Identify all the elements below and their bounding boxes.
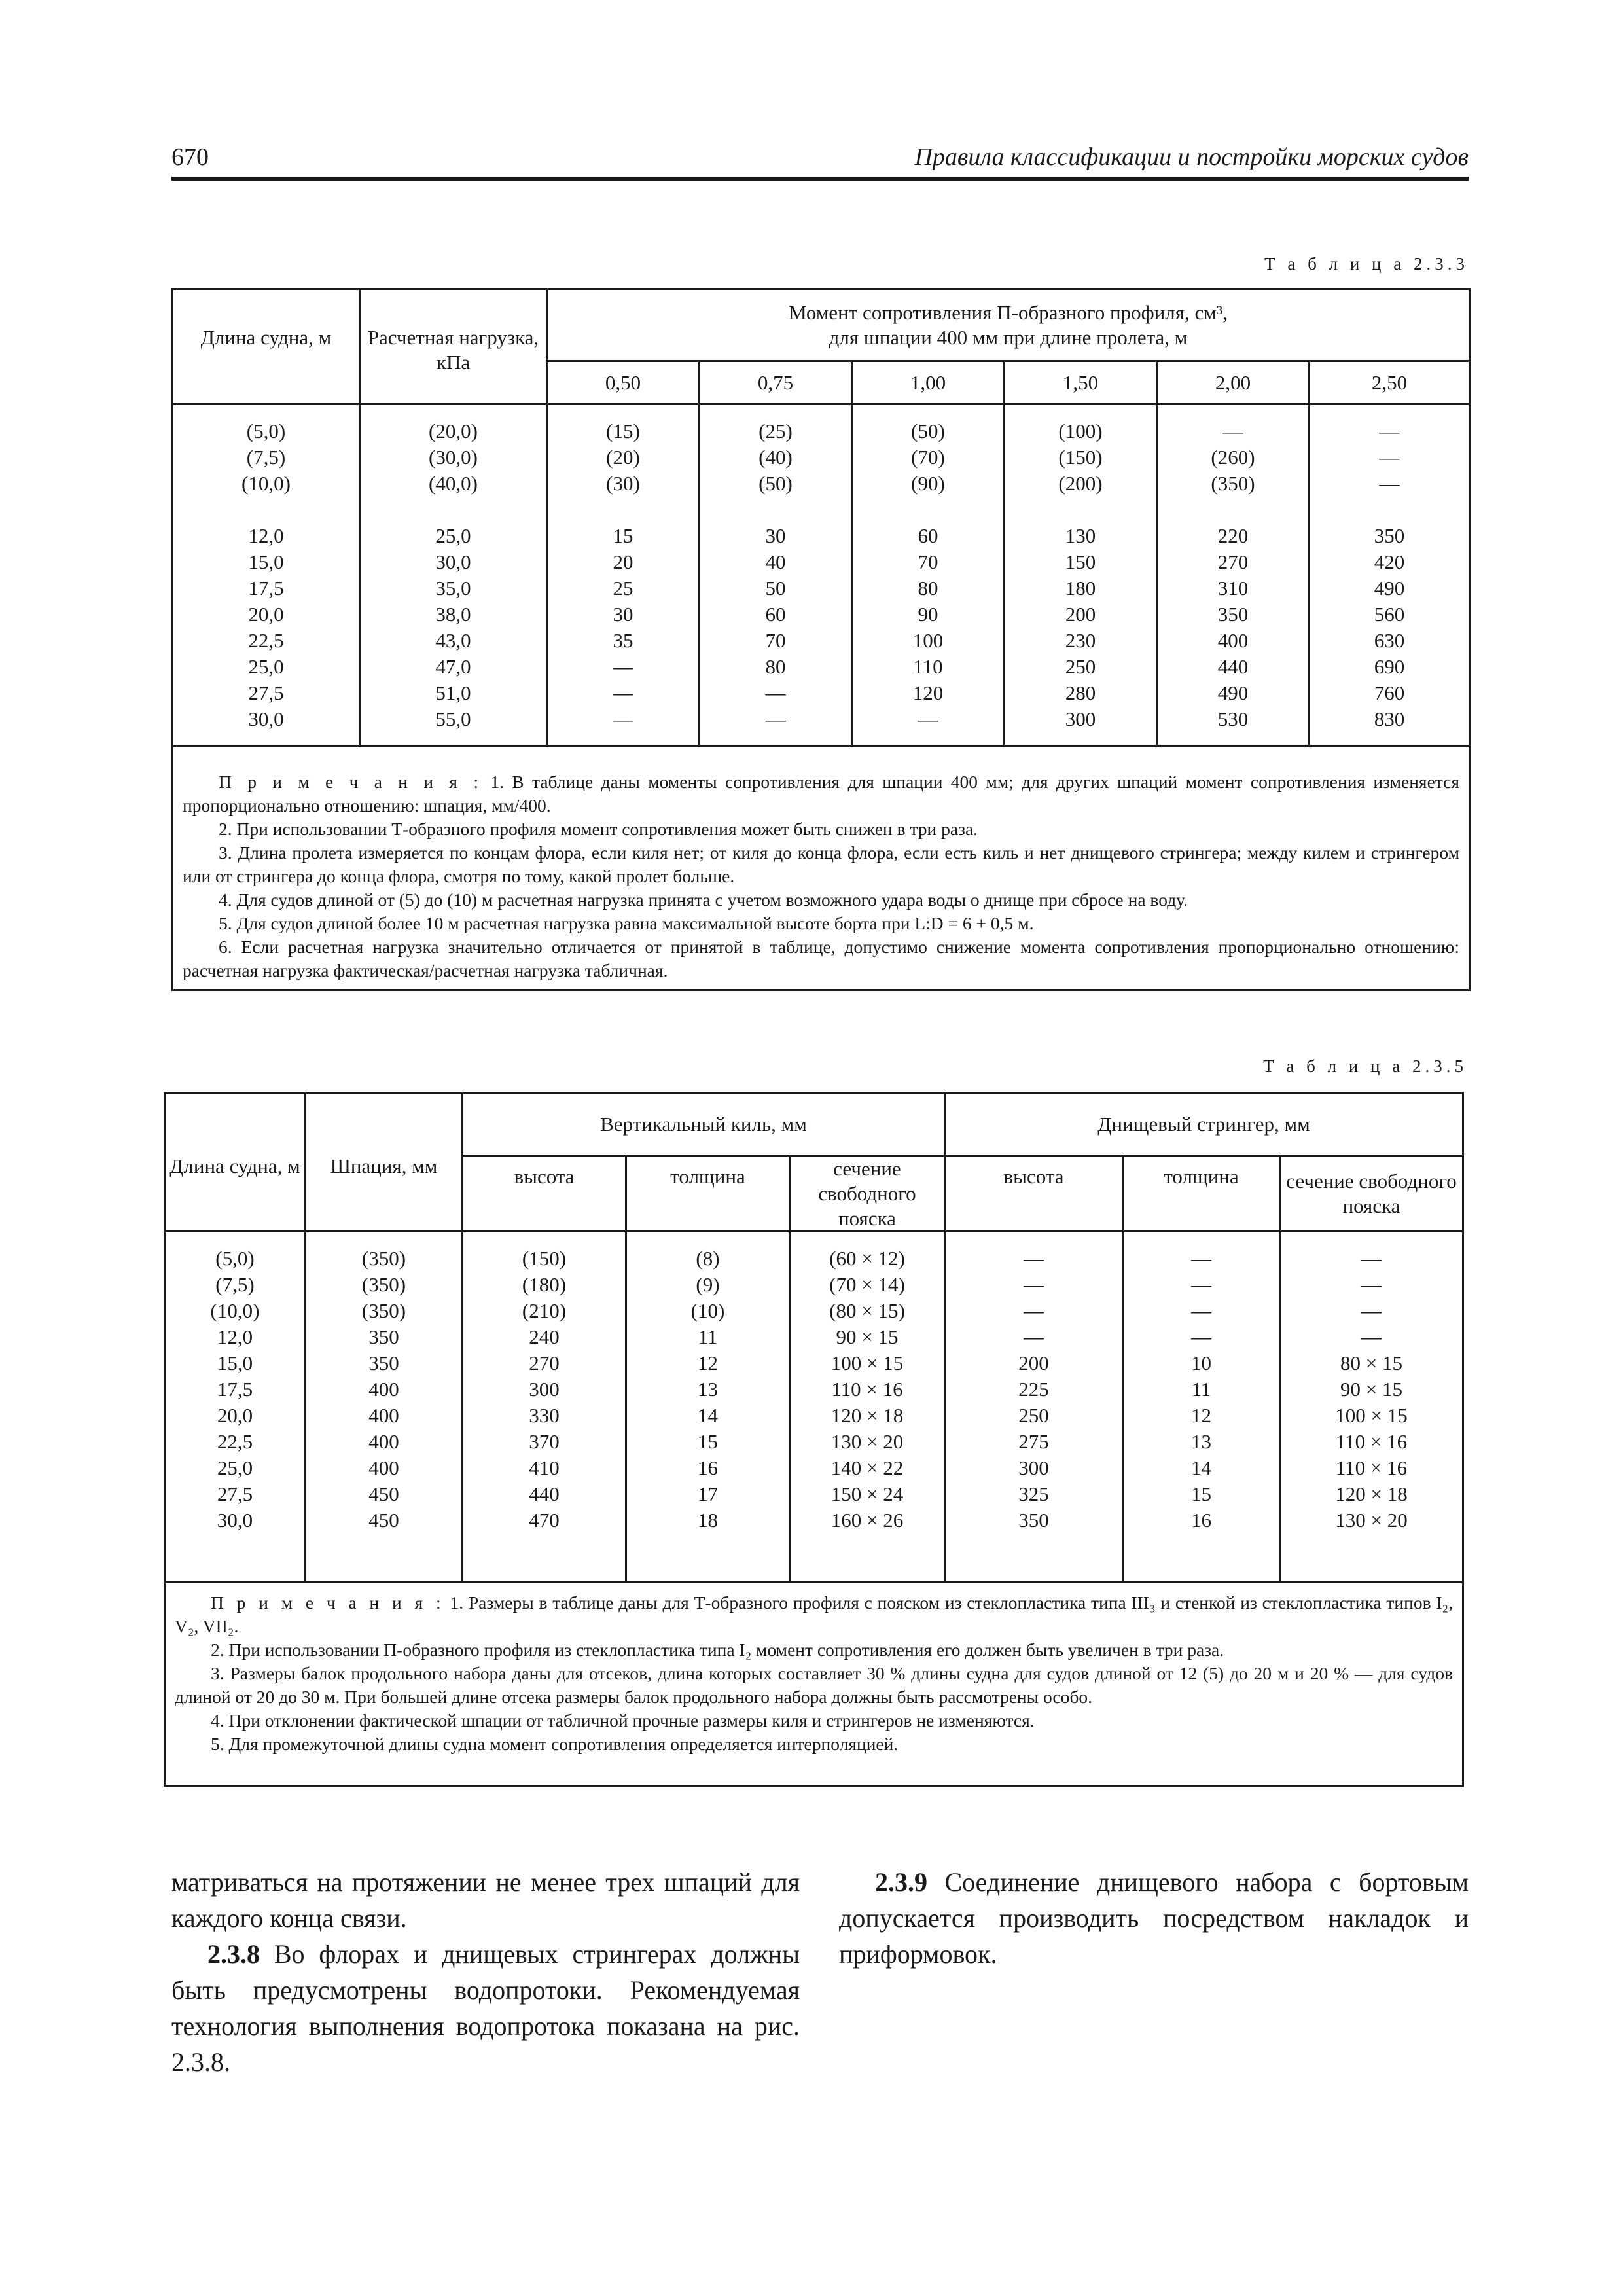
t1-col-2	[547, 404, 700, 746]
t2-cell: 17	[698, 1482, 718, 1506]
t1-cell: 280	[1065, 681, 1096, 704]
header-length: Длина судна, м	[165, 1093, 306, 1232]
t2-cell: 110 × 16	[831, 1378, 903, 1401]
t1-cell: (15)	[606, 420, 640, 442]
t2-cell: (9)	[696, 1273, 720, 1297]
t1-cell: (200)	[1058, 472, 1103, 495]
t2-cell: 100 × 15	[1335, 1404, 1408, 1427]
t2-cell: 10	[1191, 1352, 1211, 1375]
header-stringer: Днищевый стрингер, мм	[945, 1093, 1463, 1156]
t1-cell: 43,0	[435, 629, 471, 652]
t2-col-4	[790, 1232, 945, 1583]
t2-cell: 410	[529, 1456, 560, 1480]
t1-cell: (30,0)	[429, 446, 478, 469]
paragraph: матриваться на протяжении не менее трех шпаций для каждого конца связи.	[171, 1867, 800, 1933]
t2-col-1	[306, 1232, 463, 1583]
page-number: 670	[171, 143, 209, 171]
table-2-3-5	[164, 1092, 1464, 1787]
span-col: 1,00	[852, 361, 1005, 404]
t2-cell: (10)	[690, 1299, 725, 1323]
t2-cell: —	[1191, 1273, 1211, 1297]
t1-col-3	[700, 404, 852, 746]
t2-cell: 400	[368, 1378, 399, 1401]
group-gap	[1005, 497, 1156, 523]
t1-cell: (7,5)	[246, 446, 286, 469]
left-column	[171, 1864, 800, 2080]
t2-cell: (150)	[522, 1247, 567, 1270]
t1-cell: 47,0	[435, 655, 471, 678]
t1-cell: —	[1222, 420, 1243, 442]
t2-cell: 325	[1018, 1482, 1049, 1506]
t1-cell: —	[1379, 472, 1400, 495]
t1-cell: 50	[765, 577, 786, 600]
header-rule	[171, 177, 1469, 181]
span-col: 2,50	[1310, 361, 1470, 404]
t1-cell: 15,0	[248, 550, 284, 573]
t2-col-3	[626, 1232, 790, 1583]
t2-cell: 130 × 20	[830, 1430, 904, 1454]
t1-cell: (100)	[1058, 420, 1103, 442]
t2-col-0	[165, 1232, 306, 1583]
t2-cell: 25,0	[217, 1456, 253, 1480]
t2-cell: 140 × 22	[830, 1456, 904, 1480]
t1-cell: 17,5	[248, 577, 284, 600]
t1-cell: 180	[1065, 577, 1096, 600]
t2-cell: (70 × 14)	[829, 1273, 905, 1297]
t2-cell: (80 × 15)	[829, 1299, 905, 1323]
t1-cell: 70	[918, 550, 938, 573]
t1-cell: 530	[1217, 708, 1249, 730]
t1-cell: 420	[1374, 550, 1405, 573]
t2-cell: 15	[1191, 1482, 1211, 1506]
t1-cell: (260)	[1211, 446, 1255, 469]
t2-cell: 12	[1191, 1404, 1211, 1427]
t2-cell: (210)	[522, 1299, 567, 1323]
t1-cell: (5,0)	[246, 420, 286, 442]
table1-notes: П р и м е ч а н и я : 1. В таблице даны моменты сопротивления для шпации 400 мм; для других шпаций момент сопротивления изменяется пропорционально отношению: шпация, мм/400. 2. При использовании Т-образного профиля момент сопротивления может быть снижен в три раза. 3. Длина пролета измеряется по концам флора, если киля нет; от киля до конца флора, если есть киль и нет днищевого стрингера; между килем и стрингером или от стрингера до конца флора, смотря по тому, какой пролет больше. 4. Для судов длиной от (5) до (10) м расчетная нагрузка принята с учетом возможного удара воды о днище при сбросе на воду. 5. Для судов длиной более 10 м расчетная нагрузка равна максимальной высоте борта при L:D = 6 + 0,5 м. 6. Если расчетная нагрузка значительно отличается от принятой в таблице, допустимо снижение момента сопротивления пропорционально отношению: расчетная нагрузка фактическая/расчетная нагрузка табличная.	[173, 746, 1470, 990]
t2-cell: 450	[368, 1509, 399, 1532]
t2-cell: 110 × 16	[1335, 1456, 1408, 1480]
t2-cell: 270	[529, 1352, 560, 1375]
t1-cell: 350	[1374, 524, 1405, 547]
t1-cell: 30,0	[435, 550, 471, 573]
t2-cell: 470	[529, 1509, 560, 1532]
t1-cell: 35,0	[435, 577, 471, 600]
t2-cell: 11	[1191, 1378, 1211, 1401]
t1-col-1	[360, 404, 547, 746]
t2-cell: 130 × 20	[1335, 1509, 1408, 1532]
t2-cell: 120 × 18	[1335, 1482, 1408, 1506]
t2-cell: 440	[529, 1482, 560, 1506]
t2-cell: (5,0)	[215, 1247, 255, 1270]
t2-cell: —	[1024, 1247, 1044, 1270]
t2-cell: —	[1024, 1273, 1044, 1297]
header-stringer-thickness: толщина	[1123, 1156, 1280, 1232]
t1-cell: (30)	[606, 472, 640, 495]
t1-cell: —	[613, 681, 633, 704]
t2-cell: 110 × 16	[1335, 1430, 1408, 1454]
t2-cell: —	[1024, 1325, 1044, 1349]
t2-cell: 350	[368, 1352, 399, 1375]
t2-cell: 30,0	[217, 1509, 253, 1532]
t1-col-6	[1157, 404, 1310, 746]
t1-cell: —	[1379, 446, 1400, 469]
table-2-3-3	[171, 288, 1471, 991]
t1-cell: 220	[1217, 524, 1249, 547]
t1-cell: —	[765, 708, 786, 730]
group-gap	[700, 497, 851, 523]
t1-cell: 560	[1374, 603, 1405, 626]
t2-cell: —	[1361, 1325, 1382, 1349]
t1-cell: 25,0	[435, 524, 471, 547]
t2-cell: —	[1024, 1299, 1044, 1323]
t1-cell: 350	[1217, 603, 1249, 626]
t1-cell: 440	[1217, 655, 1249, 678]
group-gap	[548, 497, 698, 523]
t1-cell: 55,0	[435, 708, 471, 730]
t2-cell: (180)	[522, 1273, 567, 1297]
t1-cell: 30	[613, 603, 633, 626]
t2-cell: 370	[529, 1430, 560, 1454]
paragraph-2-3-9: 2.3.9 Соединение днищевого набора с бортовым допускается производить посредством накладок и приформовок.	[839, 1867, 1469, 1969]
t2-col-2	[463, 1232, 626, 1583]
t1-cell: 830	[1374, 708, 1405, 730]
t1-cell: 40	[765, 550, 786, 573]
t1-col-4	[852, 404, 1005, 746]
t2-cell: 17,5	[217, 1378, 253, 1401]
header-stringer-height: высота	[945, 1156, 1123, 1232]
t2-cell: (60 × 12)	[829, 1247, 905, 1270]
t2-cell: 18	[698, 1509, 718, 1532]
table1-body	[173, 404, 1470, 746]
table2-notes: П р и м е ч а н и я : 1. Размеры в таблице даны для Т-образного профиля с пояском из стеклопластика типа III₃ и стенкой из стеклопластика типов I₂, V₂, VII₂. 2. При использовании П-образного профиля из стеклопластика типа I₂ момент сопротивления его должен быть увеличен в три раза. 3. Размеры балок продольного набора даны для отсеков, длина которых составляет 30 % длины судна для судов длиной от 12 (5) до 20 м и 20 % — для судов длиной от 20 до 30 м. При большей длине отсека размеры балок продольного набора должны быть рассмотрены особо. 4. При отклонении фактической шпации от табличной прочные размеры киля и стрингеров не изменяются. 5. Для промежуточной длины судна момент сопротивления определяется интерполяцией.	[165, 1583, 1463, 1786]
t1-cell: 270	[1217, 550, 1249, 573]
t1-cell: 60	[765, 603, 786, 626]
header-keel-flange: сечение свободного пояска	[790, 1156, 945, 1232]
t2-col-6	[1123, 1232, 1280, 1583]
t1-cell: 25,0	[248, 655, 284, 678]
t2-cell: 90 × 15	[1340, 1378, 1402, 1401]
t2-cell: 450	[368, 1482, 399, 1506]
t1-cell: 400	[1217, 629, 1249, 652]
t2-cell: 14	[1191, 1456, 1211, 1480]
t1-cell: (40,0)	[429, 472, 478, 495]
t1-cell: 30,0	[248, 708, 284, 730]
t2-cell: 12,0	[217, 1325, 253, 1349]
t2-cell: 100 × 15	[830, 1352, 904, 1375]
t2-cell: 160 × 26	[830, 1509, 904, 1532]
header-moment: Момент сопротивления П-образного профиля, см³, для шпации 400 мм при длине пролета, м	[547, 289, 1470, 361]
t1-cell: 120	[912, 681, 944, 704]
header-length: Длина судна, м	[173, 289, 360, 404]
t2-cell: 20,0	[217, 1404, 253, 1427]
t2-cell: 400	[368, 1404, 399, 1427]
t1-cell: 310	[1217, 577, 1249, 600]
span-col: 0,75	[700, 361, 852, 404]
t1-cell: 300	[1065, 708, 1096, 730]
t2-cell: —	[1191, 1299, 1211, 1323]
t2-cell: 16	[1191, 1509, 1211, 1532]
t1-cell: —	[765, 681, 786, 704]
t2-cell: —	[1361, 1299, 1382, 1323]
t1-cell: 760	[1374, 681, 1405, 704]
t2-cell: —	[1191, 1325, 1211, 1349]
t2-cell: (8)	[696, 1247, 720, 1270]
t2-cell: 400	[368, 1430, 399, 1454]
t1-cell: 690	[1374, 655, 1405, 678]
t2-cell: 330	[529, 1404, 560, 1427]
t2-cell: 14	[698, 1404, 718, 1427]
header-keel: Вертикальный киль, мм	[463, 1093, 945, 1156]
header-stringer-flange: сечение свободного пояска	[1280, 1156, 1463, 1232]
t2-cell: (10,0)	[210, 1299, 260, 1323]
t2-cell: 15	[698, 1430, 718, 1454]
t1-col-0	[173, 404, 360, 746]
t1-cell: 110	[913, 655, 943, 678]
t1-cell: 100	[912, 629, 944, 652]
t2-cell: 250	[1018, 1404, 1049, 1427]
paragraph-2-3-8: 2.3.8 Во флорах и днищевых стрингерах должны быть предусмотрены водопротоки. Рекомендуемая технология выполнения водопротока показана на рис. 2.3.8.	[171, 1939, 800, 2077]
t2-cell: 120 × 18	[830, 1404, 904, 1427]
group-gap	[361, 497, 546, 523]
t1-cell: 230	[1065, 629, 1096, 652]
group-gap	[1310, 497, 1469, 523]
t1-cell: —	[1379, 420, 1400, 442]
span-col: 1,50	[1005, 361, 1157, 404]
table2-body	[165, 1232, 1463, 1583]
running-title: Правила классификации и постройки морских судов	[914, 143, 1469, 171]
t1-cell: (20)	[606, 446, 640, 469]
t1-cell: 51,0	[435, 681, 471, 704]
header-spacing: Шпация, мм	[306, 1093, 463, 1232]
t2-cell: 350	[1018, 1509, 1049, 1532]
t2-cell: 275	[1018, 1430, 1049, 1454]
t2-cell: 16	[698, 1456, 718, 1480]
t2-cell: 12	[698, 1352, 718, 1375]
t2-cell: —	[1361, 1247, 1382, 1270]
t2-cell: 150 × 24	[830, 1482, 904, 1506]
span-col: 0,50	[547, 361, 700, 404]
t1-cell: (150)	[1058, 446, 1103, 469]
t2-cell: 80 × 15	[1340, 1352, 1402, 1375]
t2-cell: 11	[698, 1325, 718, 1349]
t1-cell: 200	[1065, 603, 1096, 626]
t2-cell: 27,5	[217, 1482, 253, 1506]
t1-cell: (25)	[758, 420, 793, 442]
table1-caption: Т а б л и ц а 2.3.3	[1264, 254, 1469, 274]
t1-cell: 80	[918, 577, 938, 600]
group-gap	[853, 497, 1003, 523]
t2-cell: —	[1361, 1273, 1382, 1297]
t1-cell: 20,0	[248, 603, 284, 626]
t1-cell: 27,5	[248, 681, 284, 704]
t1-cell: (90)	[911, 472, 945, 495]
t1-cell: 25	[613, 577, 633, 600]
t2-cell: (350)	[361, 1247, 406, 1270]
group-gap	[1158, 497, 1308, 523]
t1-cell: 38,0	[435, 603, 471, 626]
t1-cell: (70)	[911, 446, 945, 469]
t2-cell: 400	[368, 1456, 399, 1480]
t1-cell: 90	[918, 603, 938, 626]
t1-cell: 630	[1374, 629, 1405, 652]
t1-cell: 130	[1065, 524, 1096, 547]
t1-cell: 150	[1065, 550, 1096, 573]
t1-cell: (20,0)	[429, 420, 478, 442]
t1-cell: (10,0)	[241, 472, 291, 495]
t1-cell: 22,5	[248, 629, 284, 652]
t1-cell: 490	[1217, 681, 1249, 704]
t2-cell: —	[1191, 1247, 1211, 1270]
header-load: Расчетная нагрузка, кПа	[360, 289, 547, 404]
span-col: 2,00	[1157, 361, 1310, 404]
t1-cell: —	[918, 708, 938, 730]
right-column	[839, 1864, 1469, 1972]
group-gap	[173, 497, 359, 523]
t2-col-7	[1280, 1232, 1463, 1583]
t2-cell: 200	[1018, 1352, 1049, 1375]
t2-cell: 225	[1018, 1378, 1049, 1401]
t1-col-7	[1310, 404, 1470, 746]
t1-cell: 80	[765, 655, 786, 678]
header-keel-height: высота	[463, 1156, 626, 1232]
t1-cell: 70	[765, 629, 786, 652]
t1-col-5	[1005, 404, 1157, 746]
t2-cell: 15,0	[217, 1352, 253, 1375]
t1-cell: 250	[1065, 655, 1096, 678]
t1-cell: 15	[613, 524, 633, 547]
t1-cell: 490	[1374, 577, 1405, 600]
t2-cell: 13	[698, 1378, 718, 1401]
t1-cell: (350)	[1211, 472, 1255, 495]
t1-cell: 12,0	[248, 524, 284, 547]
t2-cell: (350)	[361, 1299, 406, 1323]
t1-cell: (40)	[758, 446, 793, 469]
table2-caption: Т а б л и ц а 2.3.5	[1263, 1056, 1467, 1076]
t2-cell: 300	[529, 1378, 560, 1401]
t2-cell: 90 × 15	[836, 1325, 899, 1349]
t1-cell: 60	[918, 524, 938, 547]
t2-cell: 22,5	[217, 1430, 253, 1454]
t1-cell: 30	[765, 524, 786, 547]
t1-cell: —	[613, 655, 633, 678]
header-keel-thickness: толщина	[626, 1156, 790, 1232]
t1-cell: 35	[613, 629, 633, 652]
t2-cell: (350)	[361, 1273, 406, 1297]
t2-cell: 13	[1191, 1430, 1211, 1454]
t2-cell: (7,5)	[215, 1273, 255, 1297]
t1-cell: —	[613, 708, 633, 730]
t2-cell: 350	[368, 1325, 399, 1349]
t2-cell: 240	[529, 1325, 560, 1349]
t2-cell: 300	[1018, 1456, 1049, 1480]
t1-cell: 20	[613, 550, 633, 573]
t2-col-5	[945, 1232, 1123, 1583]
t1-cell: (50)	[911, 420, 945, 442]
t1-cell: (50)	[758, 472, 793, 495]
